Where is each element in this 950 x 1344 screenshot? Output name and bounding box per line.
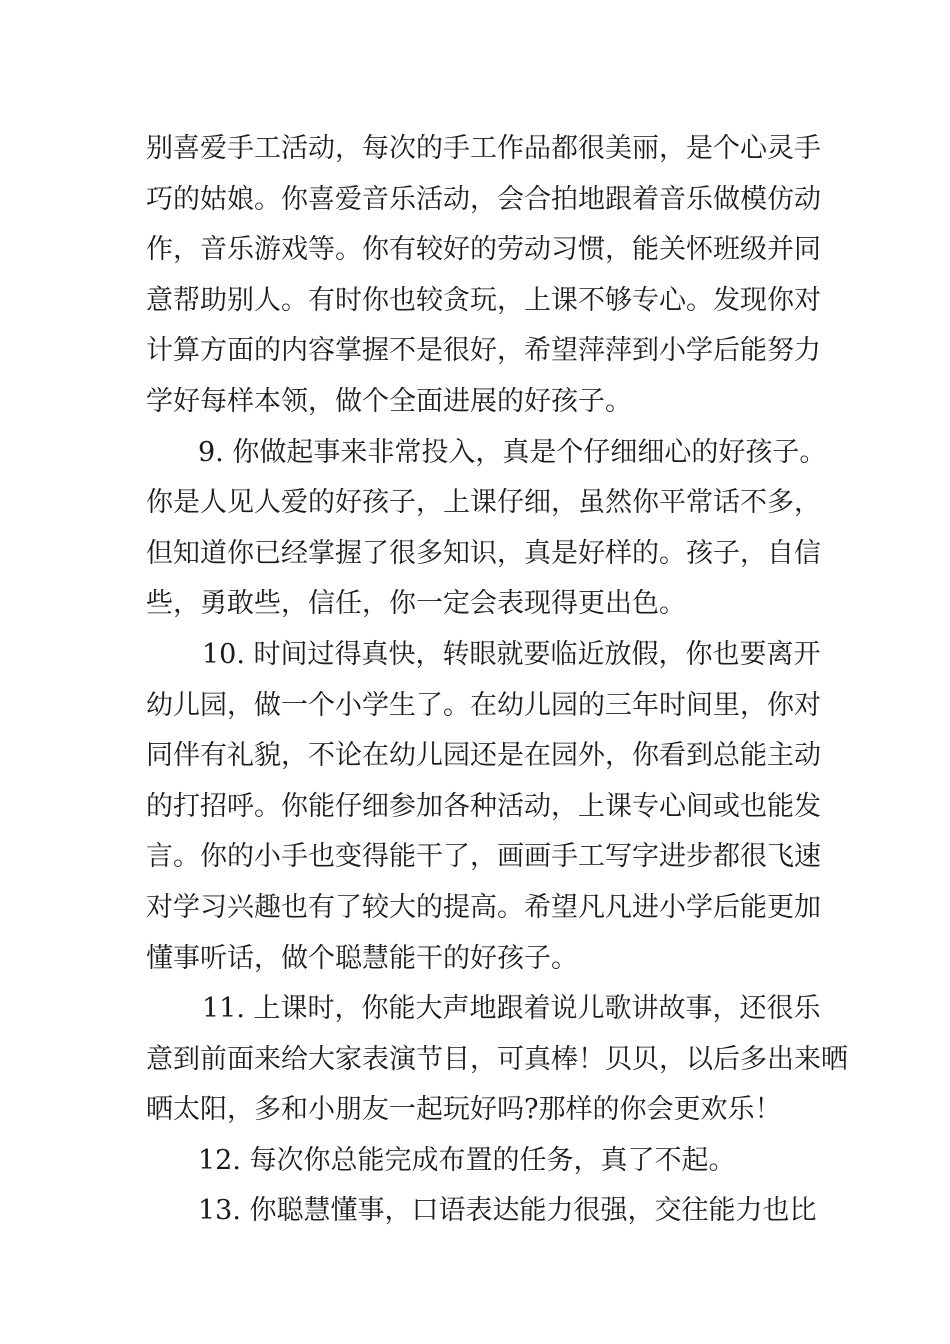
text-line: 你是人见人爱的好孩子，上课仔细，虽然你平常话不多， xyxy=(146,487,821,519)
text-line: 但知道你已经掌握了很多知识，真是好样的。孩子，自信 xyxy=(146,537,821,569)
text-line: 言。你的小手也变得能干了，画画手工写字进步都很飞速 xyxy=(146,841,821,873)
text-line: 幼儿园，做一个小学生了。在幼儿园的三年时间里，你对 xyxy=(146,689,821,721)
text-line: 计算方面的内容掌握不是很好，希望萍萍到小学后能努力 xyxy=(146,335,821,367)
body-text xyxy=(146,124,848,1237)
text-line: 对学习兴趣也有了较大的提高。希望凡凡进小学后能更加 xyxy=(146,891,821,923)
text-line: 学好每样本领，做个全面进展的好孩子。 xyxy=(146,385,632,417)
paragraph-start-11: 11. 上课时，你能大声地跟着说儿歌讲故事，还很乐 xyxy=(202,993,821,1025)
paragraph-start-9: 9. 你做起事来非常投入，真是个仔细细心的好孩子。 xyxy=(198,436,827,468)
text-line: 作，音乐游戏等。你有较好的劳动习惯，能关怀班级并同 xyxy=(146,234,821,266)
text-line: 巧的姑娘。你喜爱音乐活动，会合拍地跟着音乐做模仿动 xyxy=(146,183,821,215)
paragraph-start-12: 12. 每次你总能完成布置的任务，真了不起。 xyxy=(198,1144,736,1176)
text-line: 些，勇敢些，信任，你一定会表现得更出色。 xyxy=(146,588,686,620)
paragraph-start-13: 13. 你聪慧懂事，口语表达能力很强，交往能力也比 xyxy=(198,1195,817,1227)
text-line: 的打招呼。你能仔细参加各种活动，上课专心间或也能发 xyxy=(146,790,821,822)
text-line: 晒太阳，多和小朋友一起玩好吗?那样的你会更欢乐！ xyxy=(146,1094,782,1126)
text-line: 懂事听话，做个聪慧能干的好孩子。 xyxy=(146,942,578,974)
paragraph-start-10: 10. 时间过得真快，转眼就要临近放假，你也要离开 xyxy=(202,638,821,670)
text-line: 同伴有礼貌，不论在幼儿园还是在园外，你看到总能主动 xyxy=(146,740,821,772)
text-line: 意到前面来给大家表演节目，可真棒！贝贝，以后多出来晒 xyxy=(146,1043,848,1075)
text-line: 意帮助别人。有时你也较贪玩，上课不够专心。发现你对 xyxy=(146,284,821,316)
text-line: 别喜爱手工活动，每次的手工作品都很美丽，是个心灵手 xyxy=(146,133,821,164)
